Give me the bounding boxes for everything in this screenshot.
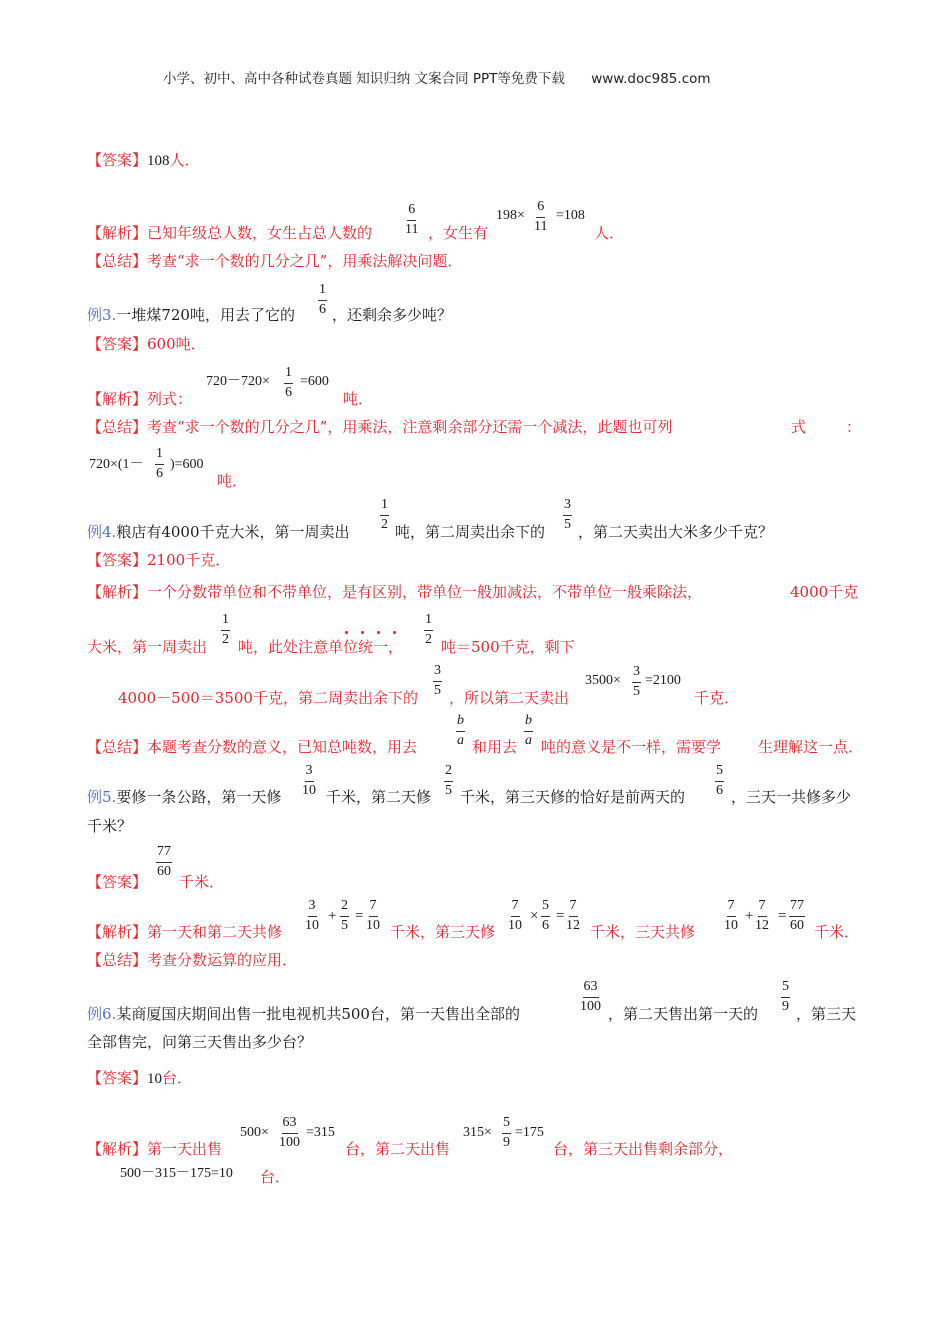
alt-equation-left: 720×(1－ bbox=[89, 457, 144, 472]
answer-line-5: 【答案】 bbox=[87, 873, 148, 891]
answer-tag: 【答案】 bbox=[87, 151, 148, 169]
answer-unit: 人． bbox=[169, 151, 200, 169]
analysis-tag: 【解析】 bbox=[87, 1140, 148, 1158]
emphasis-dot bbox=[345, 631, 348, 634]
equation-fraction: $\frac{1}{6}$ bbox=[285, 365, 292, 400]
analysis-text-mid: 台，第二天出售 bbox=[345, 1140, 451, 1158]
analysis-line-6 bbox=[87, 1142, 222, 1157]
analysis-end: 人． bbox=[594, 224, 625, 242]
fraction: $\frac{1}{2}$ bbox=[222, 612, 229, 647]
emphasis-dot bbox=[377, 631, 380, 634]
equation-right: =175 bbox=[515, 1125, 544, 1140]
alt-equation-right: )=600 bbox=[170, 457, 204, 472]
analysis-text-end: 4000千克 bbox=[790, 583, 859, 601]
emphasis-dot bbox=[393, 631, 396, 634]
analysis-tag: 【解析】 bbox=[87, 583, 148, 601]
summary-tail-2: ： bbox=[846, 418, 862, 436]
equation-operator: + bbox=[328, 908, 337, 924]
fraction: $\frac{1}{2}$ bbox=[381, 497, 388, 532]
question-text-line-2: 千米？ bbox=[87, 817, 133, 835]
equation-fraction: $\frac{7}{10}$ bbox=[724, 898, 738, 933]
summary-line-4 bbox=[87, 740, 417, 755]
equation-fraction: $\frac{2}{5}$ bbox=[341, 898, 348, 933]
answer-line-4 bbox=[87, 553, 230, 568]
equation-right: =108 bbox=[556, 208, 585, 223]
summary-text: 考查“求一个数的几分之几”，用乘法解决问题． bbox=[147, 252, 463, 270]
fraction: $\frac{5}{6}$ bbox=[716, 763, 723, 798]
example-5-question bbox=[87, 790, 281, 805]
summary-text: 本题考查分数的意义，已知总吨数，用去 bbox=[147, 738, 418, 756]
summary-text: 考查分数运算的应用． bbox=[147, 951, 298, 969]
summary-text-end: 吨的意义是不一样，需要学 bbox=[541, 738, 722, 756]
analysis-line-4c: 4000－500＝3500千克，第二周卖出余下的 bbox=[118, 689, 418, 707]
page-header bbox=[163, 73, 711, 87]
analysis-text: 第一天和第二天共修 bbox=[147, 923, 283, 941]
question-text-end: ，第三天 bbox=[796, 1005, 857, 1023]
analysis-text-mid: ，所以第二天卖出 bbox=[449, 689, 570, 707]
fraction: $\frac{5}{9}$ bbox=[782, 979, 789, 1014]
equation-fraction: $\frac{7}{12}$ bbox=[755, 898, 769, 933]
analysis-tag: 【解析】 bbox=[87, 224, 148, 242]
fraction: $\frac{3}{5}$ bbox=[564, 497, 571, 532]
fraction: $\frac{6}{11}$ bbox=[405, 202, 419, 237]
question-text-end: ，三天一共修多少 bbox=[731, 788, 852, 806]
question-text: 某商厦国庆期间出售一批电视机共500台，第一天售出全部的 bbox=[116, 1005, 520, 1023]
question-text-mid-2: 千米，第三天修的恰好是前两天的 bbox=[460, 788, 686, 806]
alt-equation-fraction: $\frac{1}{6}$ bbox=[156, 446, 163, 481]
analysis-text-end: 台． bbox=[260, 1168, 291, 1186]
summary-tag: 【总结】 bbox=[87, 252, 148, 270]
analysis-text-mid-2: 台，第三天出售剩余部分， bbox=[553, 1140, 734, 1158]
analysis-mid: ，女生有 bbox=[428, 224, 489, 242]
equation-operator: × bbox=[530, 908, 539, 924]
answer-tag: 【答案】 bbox=[87, 1069, 148, 1087]
summary-tail-1: 式 bbox=[791, 418, 807, 436]
example-label: 例4. bbox=[87, 523, 117, 541]
question-text-line-2: 全部售完，问第三天售出多少台？ bbox=[87, 1033, 313, 1051]
equation-left: 720－720× bbox=[206, 374, 270, 389]
alt-equation-end: 吨． bbox=[217, 472, 248, 490]
equation-right: =600 bbox=[300, 374, 329, 389]
question-text: 要修一条公路，第一天修 bbox=[116, 788, 282, 806]
equation-final: 500－315－175=10 bbox=[120, 1166, 233, 1181]
equation-fraction: $\frac{63}{100}$ bbox=[279, 1115, 300, 1150]
analysis-end: 吨． bbox=[343, 390, 374, 408]
analysis-line-4a bbox=[87, 585, 702, 600]
answer-tag: 【答案】 bbox=[87, 335, 148, 353]
analysis-text-end: 千克． bbox=[694, 689, 740, 707]
analysis-line-3 bbox=[87, 392, 192, 407]
example-label: 例3. bbox=[87, 306, 117, 324]
equation-left: 315× bbox=[463, 1125, 492, 1140]
answer-tag: 【答案】 bbox=[87, 551, 148, 569]
equation-fraction: $\frac{7}{10}$ bbox=[508, 898, 522, 933]
fraction: $\frac{b}{a}$ bbox=[457, 713, 464, 748]
analysis-tag: 【解析】 bbox=[87, 923, 148, 941]
analysis-text-end: 吨＝500千克，剩下 bbox=[441, 638, 575, 656]
equation-fraction: $\frac{3}{10}$ bbox=[305, 898, 319, 933]
equation-right: =2100 bbox=[645, 673, 681, 688]
analysis-text: 已知年级总人数，女生占总人数的 bbox=[147, 224, 373, 242]
equation-equals: = bbox=[556, 908, 565, 924]
equation-equals: = bbox=[355, 908, 364, 924]
answer-value: 10 bbox=[147, 1071, 163, 1087]
example-label: 例5. bbox=[87, 788, 117, 806]
answer-line-6 bbox=[87, 1071, 192, 1087]
equation-fraction: $\frac{6}{11}$ bbox=[534, 199, 548, 234]
summary-line-5 bbox=[87, 953, 297, 968]
fraction: $\frac{3}{10}$ bbox=[302, 763, 316, 798]
example-6-question bbox=[87, 1007, 520, 1022]
question-text-mid: ，第二天售出第一天的 bbox=[608, 1005, 759, 1023]
header-text: 小学、初中、高中各种试卷真题 知识归纳 文案合同 PPT等免费下载 bbox=[163, 71, 565, 87]
fraction: $\frac{63}{100}$ bbox=[580, 979, 601, 1014]
answer-value: 2100千克． bbox=[147, 551, 231, 569]
question-text-mid: 千米，第二天修 bbox=[326, 788, 432, 806]
fraction: $\frac{3}{5}$ bbox=[434, 663, 441, 698]
equation-operator: + bbox=[745, 908, 754, 924]
question-text: 粮店有4000千克大米，第一周卖出 bbox=[116, 523, 350, 541]
analysis-text: 第一天出售 bbox=[147, 1140, 223, 1158]
equation-fraction: $\frac{5}{6}$ bbox=[542, 898, 549, 933]
question-text-end: ，还剩余多少吨？ bbox=[332, 306, 453, 324]
answer-value: 600吨． bbox=[147, 335, 206, 353]
summary-tag: 【总结】 bbox=[87, 951, 148, 969]
answer-line-1 bbox=[87, 153, 200, 169]
analysis-line-1 bbox=[87, 226, 372, 241]
analysis-text-mid: 吨，此处注意单位统一， bbox=[238, 638, 404, 656]
equation-fraction: $\frac{3}{5}$ bbox=[633, 664, 640, 699]
equation-fraction: $\frac{7}{12}$ bbox=[566, 898, 580, 933]
summary-text-end-2: 生理解这一点． bbox=[758, 738, 864, 756]
fraction: $\frac{b}{a}$ bbox=[525, 713, 532, 748]
equation-left: 198× bbox=[496, 208, 525, 223]
equation-fraction: $\frac{7}{10}$ bbox=[366, 898, 380, 933]
summary-line-3 bbox=[87, 420, 672, 435]
question-text: 一堆煤720吨，用去了它的 bbox=[116, 306, 295, 324]
fraction: $\frac{1}{2}$ bbox=[425, 612, 432, 647]
example-4-question bbox=[87, 525, 350, 540]
analysis-text-end: 千米． bbox=[814, 923, 860, 941]
answer-unit: 台． bbox=[162, 1069, 193, 1087]
example-3-question bbox=[87, 308, 295, 323]
analysis-text-mid: 千米，第三天修 bbox=[390, 923, 496, 941]
question-text-mid: 吨，第二周卖出余下的 bbox=[395, 523, 546, 541]
analysis-text: 列式： bbox=[147, 390, 193, 408]
equation-fraction: $\frac{5}{9}$ bbox=[503, 1115, 510, 1150]
answer-unit: 千米． bbox=[179, 873, 225, 891]
summary-line-1 bbox=[87, 254, 462, 269]
question-text-end: ，第二天卖出大米多少千克？ bbox=[578, 523, 774, 541]
header-site-link[interactable]: www.doc985.com bbox=[591, 71, 711, 87]
analysis-text-mid-2: 千米，三天共修 bbox=[590, 923, 696, 941]
summary-text-mid: 和用去 bbox=[472, 738, 518, 756]
analysis-tag: 【解析】 bbox=[87, 390, 148, 408]
answer-line-3 bbox=[87, 337, 206, 352]
example-label: 例6. bbox=[87, 1005, 117, 1023]
equation-left: 500× bbox=[240, 1125, 269, 1140]
emphasis-dot bbox=[361, 631, 364, 634]
summary-tag: 【总结】 bbox=[87, 738, 148, 756]
answer-fraction: $\frac{77}{60}$ bbox=[157, 844, 171, 879]
analysis-text: 一个分数带单位和不带单位，是有区别，带单位一般加减法，不带单位一般乘除法， bbox=[147, 583, 703, 601]
summary-tag: 【总结】 bbox=[87, 418, 148, 436]
fraction: $\frac{1}{6}$ bbox=[319, 282, 326, 317]
equation-right: =315 bbox=[306, 1125, 335, 1140]
answer-value: 108 bbox=[147, 153, 170, 169]
analysis-line-5 bbox=[87, 925, 282, 940]
equation-left: 3500× bbox=[585, 673, 621, 688]
equation-fraction: $\frac{77}{60}$ bbox=[790, 898, 804, 933]
summary-text: 考查“求一个数的几分之几”，用乘法，注意剩余部分还需一个减法，此题也可列 bbox=[147, 418, 673, 436]
equation-equals: = bbox=[778, 908, 787, 924]
analysis-line-4b: 大米，第一周卖出 bbox=[87, 638, 208, 656]
fraction: $\frac{2}{5}$ bbox=[445, 763, 452, 798]
